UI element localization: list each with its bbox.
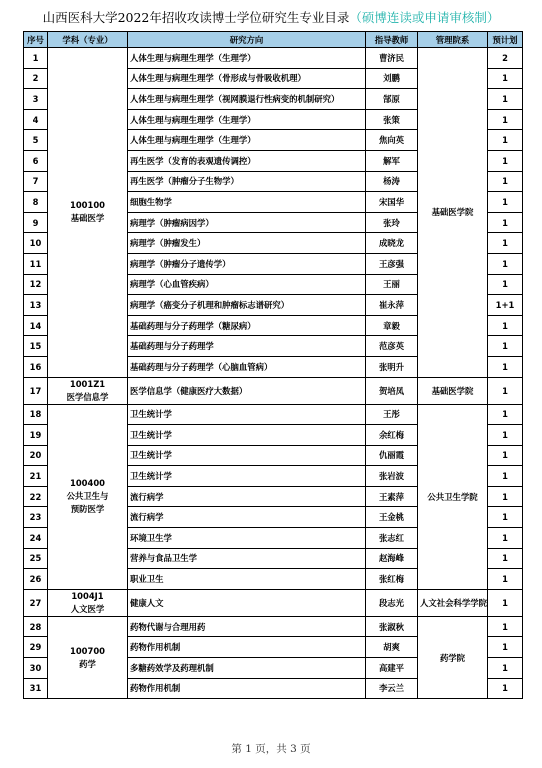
plan-count: 1 [488,233,523,254]
research-direction: 职业卫生 [128,569,366,590]
row-number: 15 [24,336,48,357]
header-plan: 预计划 [488,32,523,48]
plan-count: 1 [488,445,523,466]
table-row [24,589,523,616]
advisor-name: 贺培凤 [366,377,418,404]
row-number: 4 [24,109,48,130]
research-direction: 药物作用机制 [128,678,366,699]
page-title [0,8,542,26]
advisor-name: 张明升 [366,356,418,377]
plan-count: 2 [488,48,523,69]
row-number: 9 [24,212,48,233]
plan-count: 1 [488,507,523,528]
row-number: 2 [24,68,48,89]
advisor-name: 张红梅 [366,569,418,590]
research-direction: 细胞生物学 [128,192,366,213]
advisor-name: 焦向英 [366,130,418,151]
plan-count: 1 [488,425,523,446]
row-number: 12 [24,274,48,295]
research-direction: 病理学（肿瘤病因学） [128,212,366,233]
row-number: 22 [24,486,48,507]
subject-code: 1004J1 [71,590,104,601]
subject-cell [48,404,128,589]
research-direction: 卫生统计学 [128,404,366,425]
plan-count: 1 [488,637,523,658]
row-number: 11 [24,253,48,274]
research-direction: 卫生统计学 [128,445,366,466]
advisor-name: 成晓龙 [366,233,418,254]
research-direction: 流行病学 [128,507,366,528]
plan-count: 1 [488,678,523,699]
advisor-name: 宋国华 [366,192,418,213]
advisor-name: 段志光 [366,589,418,616]
advisor-name: 崔永萍 [366,295,418,316]
plan-count: 1 [488,315,523,336]
advisor-name: 张玲 [366,212,418,233]
catalog-table [23,31,523,699]
advisor-name: 解军 [366,150,418,171]
research-direction: 人体生理与病理生理学（视网膜退行性病变的机制研究） [128,89,366,110]
subject-code: 1001Z1 [69,378,106,389]
advisor-name: 郜原 [366,89,418,110]
row-number: 20 [24,445,48,466]
research-direction: 基础药理与分子药理学（心脑血管病） [128,356,366,377]
research-direction: 卫生统计学 [128,466,366,487]
header-row [24,32,523,48]
research-direction: 病理学（肿瘤分子遗传学） [128,253,366,274]
advisor-name: 章毅 [366,315,418,336]
research-direction: 再生医学（肿瘤分子生物学） [128,171,366,192]
row-number: 26 [24,569,48,590]
advisor-name: 张岩波 [366,466,418,487]
research-direction: 流行病学 [128,486,366,507]
managing-department: 药学院 [418,616,488,698]
subject-cell [48,589,128,616]
title-note: （硕博连读或申请审核制） [349,10,500,25]
row-number: 19 [24,425,48,446]
managing-department: 公共卫生学院 [418,404,488,589]
row-number: 1 [24,48,48,69]
advisor-name: 刘鹏 [366,68,418,89]
row-number: 21 [24,466,48,487]
research-direction: 营养与食品卫生学 [128,548,366,569]
table-row [24,616,523,637]
research-direction: 人体生理与病理生理学（骨形成与骨吸收机理） [128,68,366,89]
subject-name: 人文医学 [70,603,105,614]
managing-department: 人文社会科学学院 [418,589,488,616]
subject-code: 100100 [70,200,105,211]
title-main: 山西医科大学2022年招收攻读博士学位研究生专业目录 [42,10,350,25]
page-footer: 第 1 页，共 3 页 [231,743,311,755]
row-number: 14 [24,315,48,336]
plan-count: 1 [488,253,523,274]
research-direction: 病理学（心血管疾病） [128,274,366,295]
advisor-name: 王素萍 [366,486,418,507]
advisor-name: 王金桃 [366,507,418,528]
advisor-name: 余红梅 [366,425,418,446]
plan-count: 1 [488,486,523,507]
managing-department: 基础医学院 [418,377,488,404]
plan-count: 1 [488,89,523,110]
plan-count: 1 [488,192,523,213]
row-number: 5 [24,130,48,151]
header-dept: 管理院系 [418,32,488,48]
advisor-name: 张淑秋 [366,616,418,637]
advisor-name: 高建平 [366,658,418,679]
plan-count: 1 [488,528,523,549]
plan-count: 1 [488,589,523,616]
plan-count: 1 [488,569,523,590]
header-direction: 研究方向 [128,32,366,48]
plan-count: 1 [488,68,523,89]
header-no: 序号 [24,32,48,48]
research-direction: 环境卫生学 [128,528,366,549]
row-number: 23 [24,507,48,528]
plan-count: 1 [488,466,523,487]
plan-count: 1 [488,109,523,130]
research-direction: 健康人文 [128,589,366,616]
subject-name: 基础医学 [70,213,105,224]
advisor-name: 范彦英 [366,336,418,357]
advisor-name: 王丽 [366,274,418,295]
subject-code: 100700 [70,645,105,656]
research-direction: 病理学（肿瘤发生） [128,233,366,254]
row-number: 29 [24,637,48,658]
subject-cell [48,616,128,698]
row-number: 8 [24,192,48,213]
plan-count: 1+1 [488,295,523,316]
row-number: 25 [24,548,48,569]
header-subject: 学科（专业） [48,32,128,48]
row-number: 18 [24,404,48,425]
advisor-name: 王彤 [366,404,418,425]
research-direction: 人体生理与病理生理学（生理学） [128,130,366,151]
row-number: 27 [24,589,48,616]
row-number: 31 [24,678,48,699]
subject-name: 药学 [79,658,96,669]
plan-count: 1 [488,212,523,233]
research-direction: 卫生统计学 [128,425,366,446]
research-direction: 人体生理与病理生理学（生理学） [128,48,366,69]
advisor-name: 张策 [366,109,418,130]
advisor-name: 李云兰 [366,678,418,699]
row-number: 28 [24,616,48,637]
plan-count: 1 [488,130,523,151]
row-number: 17 [24,377,48,404]
table-body [24,48,523,699]
plan-count: 1 [488,616,523,637]
research-direction: 医学信息学（健康医疗大数据） [128,377,366,404]
research-direction: 再生医学（发育的表观遗传调控） [128,150,366,171]
row-number: 7 [24,171,48,192]
table-row [24,48,523,69]
subject-code: 100400 [70,478,105,489]
plan-count: 1 [488,336,523,357]
plan-count: 1 [488,658,523,679]
row-number: 30 [24,658,48,679]
table-row [24,404,523,425]
research-direction: 药物代谢与合理用药 [128,616,366,637]
advisor-name: 杨涛 [366,171,418,192]
plan-count: 1 [488,377,523,404]
header-advisor: 指导教师 [366,32,418,48]
research-direction: 基础药理与分子药理学（糖尿病） [128,315,366,336]
subject-cell [48,377,128,404]
advisor-name: 曹济民 [366,48,418,69]
plan-count: 1 [488,274,523,295]
advisor-name: 赵海峰 [366,548,418,569]
advisor-name: 张志红 [366,528,418,549]
row-number: 16 [24,356,48,377]
plan-count: 1 [488,548,523,569]
row-number: 24 [24,528,48,549]
plan-count: 1 [488,404,523,425]
managing-department: 基础医学院 [418,48,488,378]
research-direction: 基础药理与分子药理学 [128,336,366,357]
research-direction: 多糖药效学及药理机制 [128,658,366,679]
research-direction: 病理学（癌变分子机理和肿瘤标志谱研究） [128,295,366,316]
subject-name: 医学信息学 [66,391,109,402]
row-number: 10 [24,233,48,254]
plan-count: 1 [488,356,523,377]
row-number: 13 [24,295,48,316]
research-direction: 药物作用机制 [128,637,366,658]
subject-name: 公共卫生与 预防医学 [66,491,109,515]
plan-count: 1 [488,150,523,171]
research-direction: 人体生理与病理生理学（生理学） [128,109,366,130]
plan-count: 1 [488,171,523,192]
advisor-name: 仇丽霞 [366,445,418,466]
subject-cell [48,48,128,378]
table-row [24,377,523,404]
advisor-name: 胡爽 [366,637,418,658]
row-number: 3 [24,89,48,110]
advisor-name: 王彦强 [366,253,418,274]
row-number: 6 [24,150,48,171]
